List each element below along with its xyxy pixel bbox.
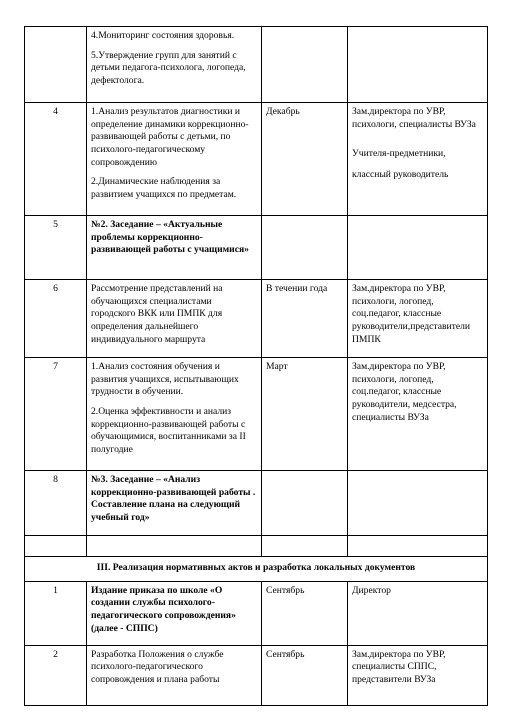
row-content — [87, 280, 262, 358]
row-responsible — [348, 471, 488, 536]
section-row — [25, 557, 488, 582]
row-number: 7 — [25, 358, 87, 471]
responsible-line: Зам.директора по УВР, психологи, логопед, соц.педагог, классные руководители,представители ПМПК — [352, 283, 471, 345]
row-number: 2 — [25, 645, 87, 705]
responsible-line: Директор — [352, 584, 391, 596]
row-responsible — [348, 216, 488, 280]
content-paragraph: Издание приказа по школе «О создании службы психолого-педагогического сопровождения» (далее - СППС) — [91, 584, 236, 634]
table-row — [25, 27, 488, 103]
content-paragraph: 2.Динамические наблюдения за развитием учащихся по предметам. — [91, 176, 237, 200]
content-paragraph: №2. Заседание – «Актуальные проблемы коррекционно-развивающей работы с учащимися» — [91, 219, 249, 256]
row-number: 4 — [25, 103, 87, 216]
row-responsible — [348, 358, 488, 471]
table-row — [25, 581, 488, 645]
row-content — [87, 581, 262, 645]
section-heading: III. Реализация нормативных актов и разработка локальных документов — [25, 557, 488, 582]
responsible-line: классный руководитель — [352, 168, 449, 180]
responsible-line: Зам.директора по УВР, психологи, логопед, соц.педагог, классные руководители, медсестра, специалисты ВУЗа — [352, 361, 457, 423]
row-date: Сентябрь — [262, 581, 348, 645]
responsible-line: Зам.директора по УВР, специалисты СППС, представители ВУЗа — [352, 648, 446, 685]
content-paragraph: Рассмотрение представлений на обучающихся специалистами городского ВКК или ПМПК для определения дальнейшего индивидуального маршрута — [91, 283, 223, 345]
row-responsible — [348, 280, 488, 358]
row-content — [87, 103, 262, 216]
content-paragraph: 1.Анализ состояния обучения и развития учащихся, испытывающих трудности в обучении. — [91, 361, 239, 398]
row-responsible — [348, 645, 488, 705]
content-paragraph: 4.Мониторинг состояния здоровья. — [91, 30, 235, 41]
table-row — [25, 280, 488, 358]
table-row — [25, 645, 488, 705]
row-date: Март — [262, 358, 348, 471]
row-content — [87, 536, 262, 557]
responsible-line: Зам.директора по УВР, психологи, специалисты ВУЗа — [352, 106, 476, 130]
row-date: Декабрь — [262, 103, 348, 216]
row-date: В течении года — [262, 280, 348, 358]
table-row — [25, 358, 488, 471]
row-date: Сентябрь — [262, 645, 348, 705]
row-number: 8 — [25, 471, 87, 536]
row-responsible — [348, 536, 488, 557]
row-content — [87, 645, 262, 705]
table-row — [25, 103, 488, 216]
content-paragraph: 5.Утверждение групп для занятий с детьми педагога-психолога, логопеда, дефектолога. — [91, 49, 246, 86]
row-content — [87, 358, 262, 471]
table-row — [25, 471, 488, 536]
responsible-line: Учителя-предметники, — [352, 148, 446, 160]
plan-table — [24, 26, 488, 706]
row-content — [87, 27, 262, 103]
row-content — [87, 216, 262, 280]
row-date — [262, 27, 348, 103]
content-paragraph: Разработка Положения о службе психолого-педагогического сопровождения и плана работы — [91, 648, 224, 685]
row-responsible — [348, 581, 488, 645]
content-paragraph: 1.Анализ результатов диагностики и определение динамики коррекционно-развивающей работы с детьми, по психолого-педагогическому сопровождению — [91, 106, 249, 168]
row-number: 1 — [25, 581, 87, 645]
row-number: 6 — [25, 280, 87, 358]
row-date — [262, 216, 348, 280]
row-content — [87, 471, 262, 536]
table-row — [25, 216, 488, 280]
row-responsible — [348, 103, 488, 216]
row-responsible — [348, 27, 488, 103]
content-paragraph: 2.Оценка эффективности и анализ коррекционно-развивающей работы с обучающимися, воспитанниками за II полугодие — [91, 405, 246, 455]
row-number — [25, 536, 87, 557]
table-row — [25, 536, 488, 557]
row-date — [262, 536, 348, 557]
row-number: 5 — [25, 216, 87, 280]
content-paragraph: №3. Заседание – «Анализ коррекционно-развивающей работы . Составление плана на следующий учебный год» — [91, 474, 256, 523]
row-date — [262, 471, 348, 536]
row-number — [25, 27, 87, 103]
